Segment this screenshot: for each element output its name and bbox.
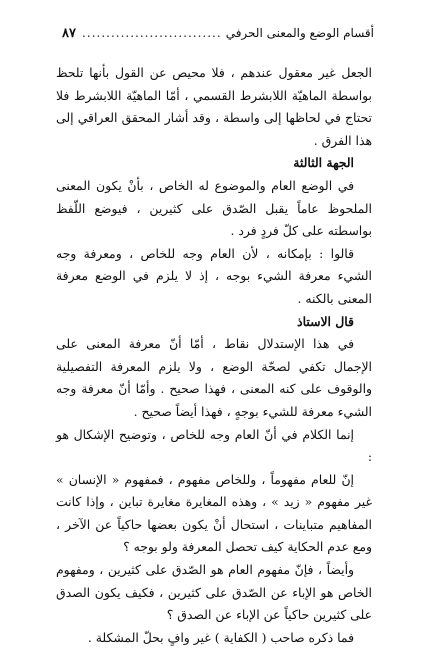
body-paragraph: فما ذكره صاحب ( الكفاية ) غير وافٍ بحلّ المشكلة .: [87, 629, 354, 645]
body-paragraph: في الوضع العام والموضوع له الخاص ، بأنْ يكون المعنى الملحوظ عاماً يقبل الصّدق على كثيرين ، فيوضع اللّفظ بواسطته على كلّ فردٍ فرد .: [56, 177, 372, 239]
body-paragraph: في هذا الإستدلال نقاط ، أمّا أنّ معرفة المعنى على الإجمال تكفي لصحّة الوضع ، ولا يلزم المعرفة التفصيلية والوقوف على كنه المعنى ، فهذا صحيح . وأمّا أنّ معرفة وجه الشيء معرفة للشيء بوجهٍ ، فهذا أيضاً صحيح .: [56, 336, 372, 419]
body-paragraph: إنما الكلام في أنّ العام وجه للخاص ، وتوضيح الإشكال هو :: [56, 426, 372, 465]
body-paragraph: إنّ للعام مفهوماً ، وللخاص مفهوم ، فمفهوم « الإنسان » غير مفهوم « زيد » ، وهذه المغايرة مغايرة تباين ، وإذا كانت المفاهيم متباينات ، استحال أنْ يكون بعضها حاكياً عن الآخر ، ومع عدم الحكاية كيف تحصل المعرفة ولو بوجه ؟: [56, 471, 372, 555]
running-header-title: أقسام الوضع والمعنى الحرفي: [225, 26, 374, 40]
running-header: [62, 26, 374, 41]
page-number: ٨٧: [62, 26, 76, 41]
body-paragraph: وأيضاً ، فإنّ مفهوم العام هو الصّدق على كثيرين ، ومفهوم الخاص هو الإباء عن الصّدق على كثيرين ، فكيف يكون الصدق على كثيرين حاكياً عن الإباء عن الصدق ؟: [56, 562, 372, 623]
header-leader-dots: [80, 26, 222, 40]
body-paragraph: قالوا : بإمكانه ، لأن العام وجه للخاص ، ومعرفة وجه الشيء معرفة الشيء بوجه ، إذ لا يلزم في الوضع معرفة المعنى بالكنه .: [56, 245, 372, 306]
section-heading: الجهة الثالثة: [293, 155, 354, 171]
section-heading: قال الاستاذ: [297, 313, 354, 329]
body-paragraph: الجعل غير معقول عندهم ، فلا محيص عن القول بأنها تلحظ بواسطة الماهيّة اللابشرط القسمي ، أمّا الماهيّة اللابشرط فلا تحتاج في لحاظها إلى واسطة ، وقد أشار المحقق العراقي إلى هذا الفرق .: [56, 65, 372, 148]
page-body: [56, 62, 372, 649]
